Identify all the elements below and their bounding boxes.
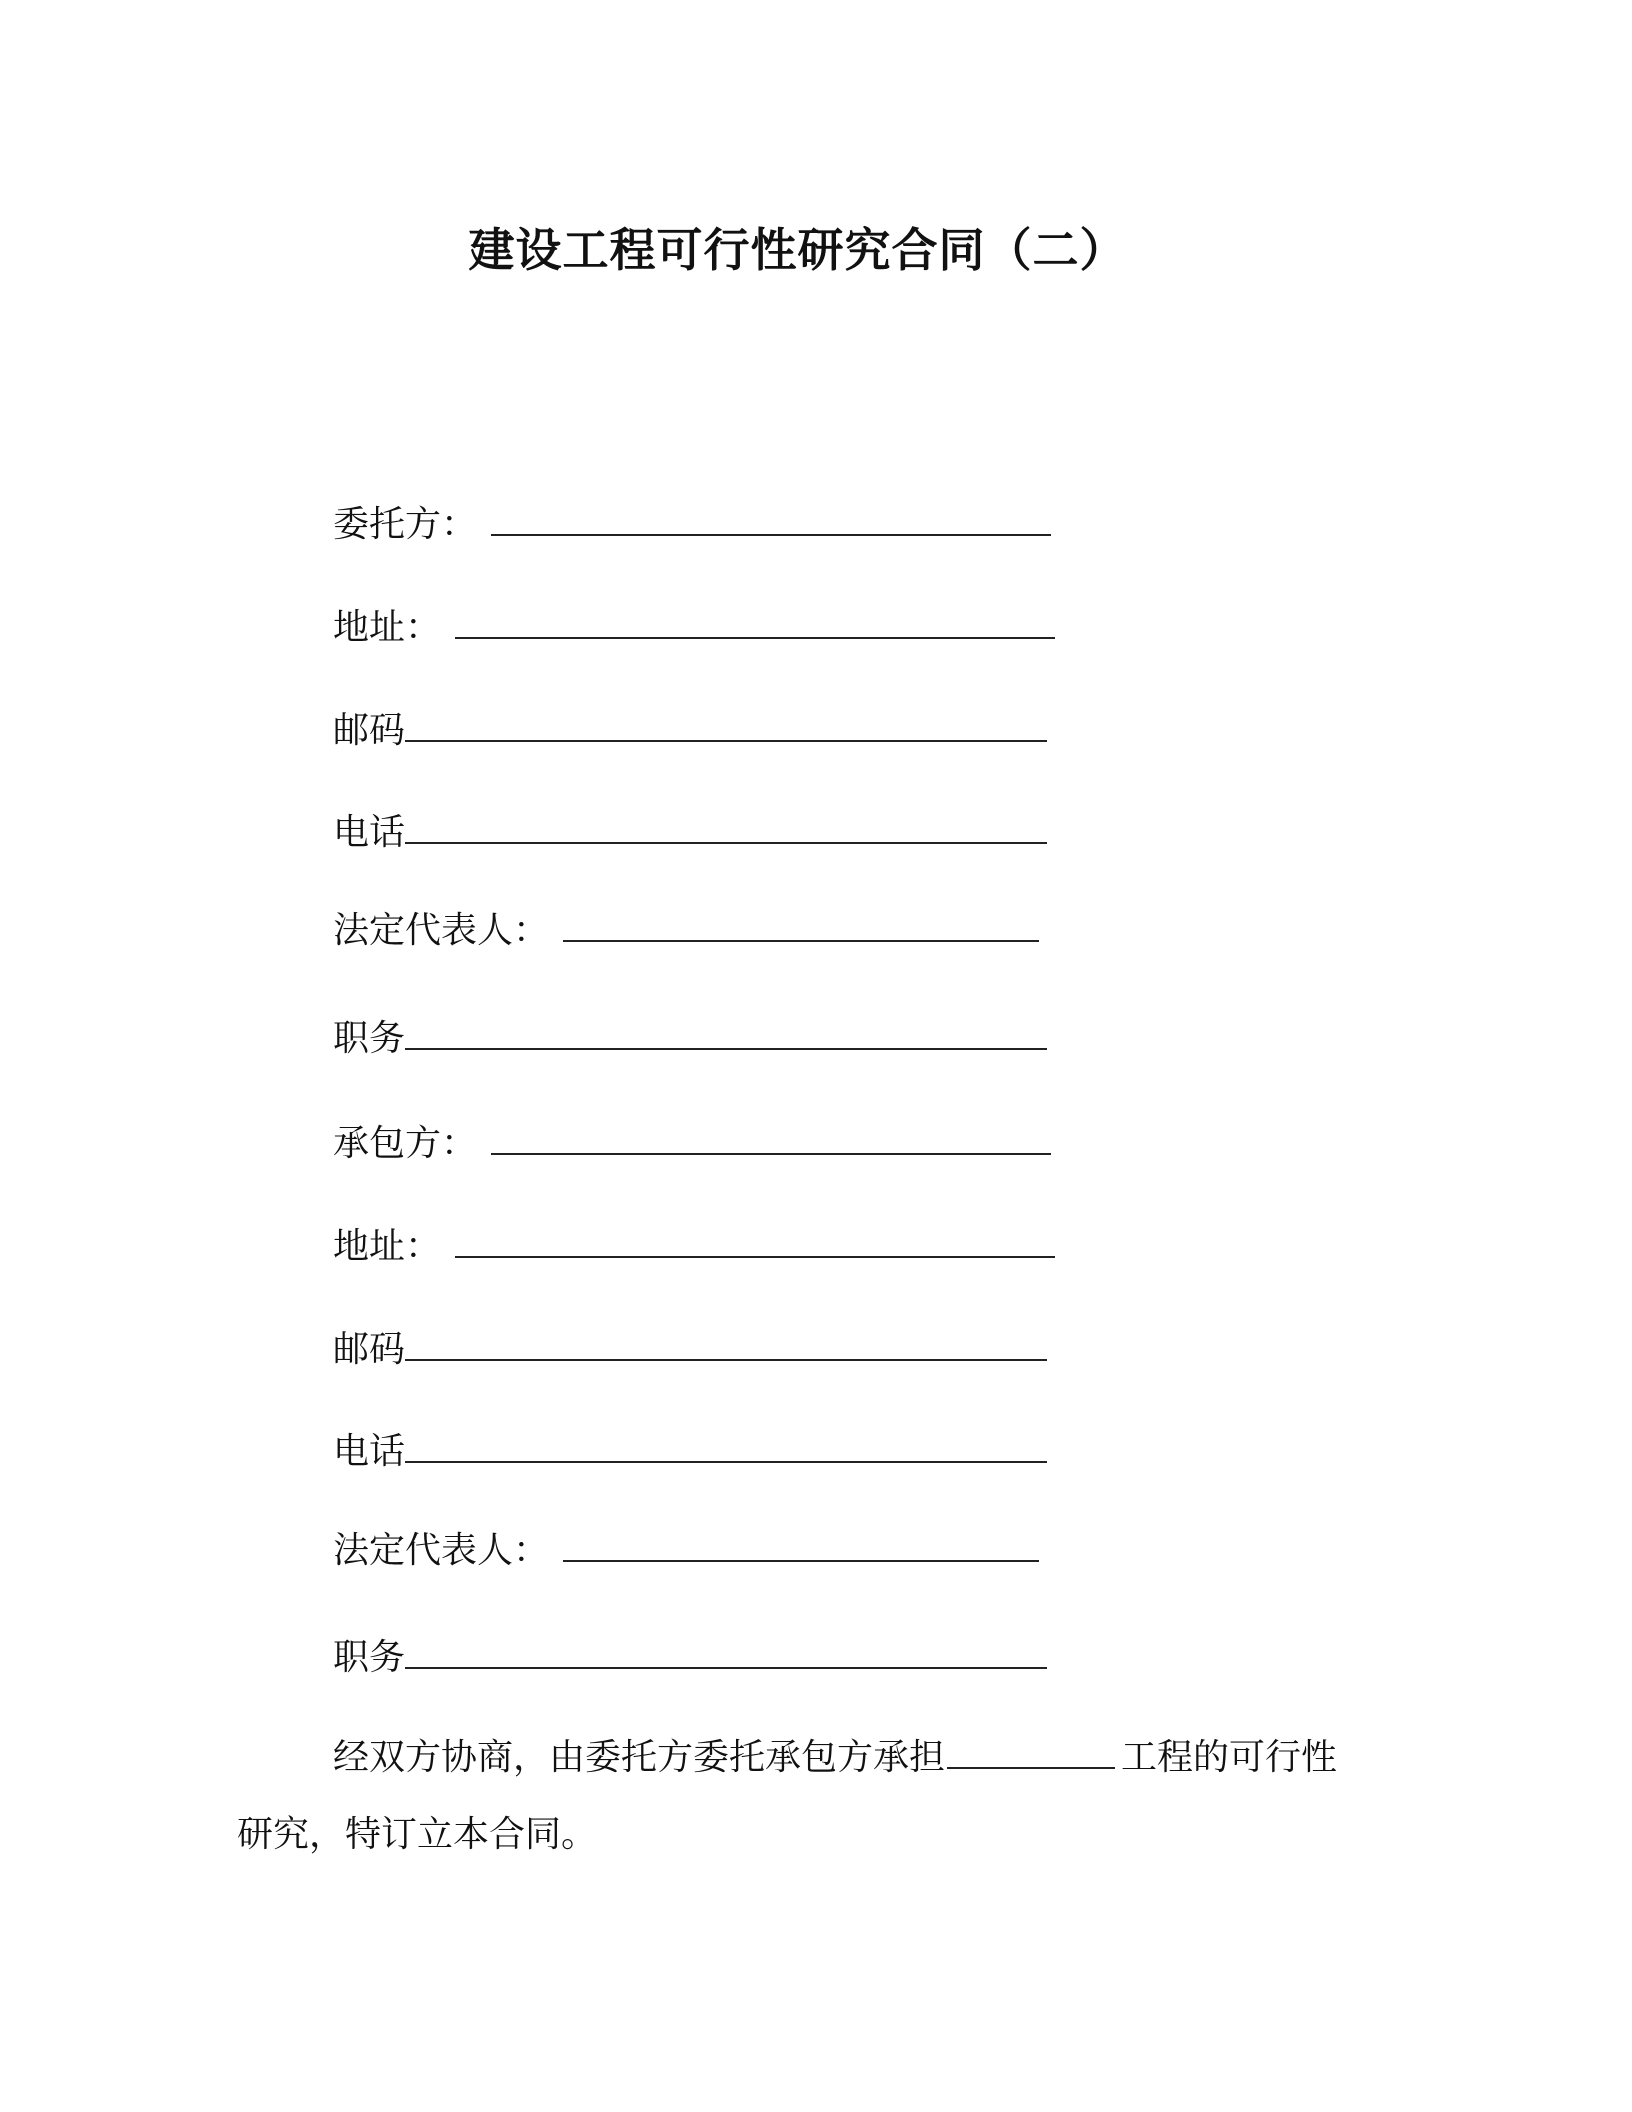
client-phone-blank[interactable]: [405, 812, 1047, 844]
client-address-blank[interactable]: [455, 607, 1055, 639]
client-postcode-label: 邮码: [333, 710, 406, 751]
contractor-legal-rep-label: 法定代表人：: [333, 1530, 550, 1571]
client-address-label: 地址：: [333, 607, 442, 648]
client-position-label: 职务: [333, 1018, 406, 1059]
contractor-phone-label: 电话: [333, 1431, 406, 1472]
contractor-party-label: 承包方：: [333, 1123, 478, 1164]
client-party-label: 委托方：: [333, 504, 478, 545]
intro-paragraph-line1: [333, 1733, 1337, 1783]
client-position-field: [333, 1014, 1047, 1064]
project-name-blank[interactable]: [947, 1737, 1115, 1769]
contractor-postcode-field: [333, 1325, 1047, 1375]
intro-text-part3: 研究，特订立本合同。: [237, 1814, 598, 1855]
client-phone-field: [333, 808, 1047, 858]
contractor-phone-blank[interactable]: [405, 1431, 1047, 1463]
document-title: 建设工程可行性研究合同（二）: [468, 223, 1127, 277]
client-legal-rep-label: 法定代表人：: [333, 910, 550, 951]
client-party-field: [333, 500, 1051, 550]
contractor-address-blank[interactable]: [455, 1226, 1055, 1258]
client-legal-rep-field: [333, 906, 1039, 956]
contractor-position-blank[interactable]: [405, 1637, 1047, 1669]
client-phone-label: 电话: [333, 812, 406, 853]
contractor-postcode-label: 邮码: [333, 1329, 406, 1370]
client-party-blank[interactable]: [491, 504, 1051, 536]
contractor-position-label: 职务: [333, 1637, 406, 1678]
intro-paragraph-line2: [237, 1810, 597, 1860]
contractor-position-field: [333, 1633, 1047, 1683]
contractor-phone-field: [333, 1427, 1047, 1477]
contractor-address-label: 地址：: [333, 1226, 442, 1267]
intro-text-part2: 工程的可行性: [1121, 1737, 1338, 1778]
contractor-party-blank[interactable]: [491, 1123, 1051, 1155]
contractor-legal-rep-blank[interactable]: [563, 1530, 1039, 1562]
client-legal-rep-blank[interactable]: [563, 910, 1039, 942]
contractor-legal-rep-field: [333, 1526, 1039, 1576]
client-postcode-field: [333, 706, 1047, 756]
client-address-field: [333, 603, 1055, 653]
contractor-address-field: [333, 1222, 1055, 1272]
client-postcode-blank[interactable]: [405, 710, 1047, 742]
contractor-postcode-blank[interactable]: [405, 1329, 1047, 1361]
client-position-blank[interactable]: [405, 1018, 1047, 1050]
contractor-party-field: [333, 1119, 1051, 1169]
intro-text-part1: 经双方协商，由委托方委托承包方承担: [333, 1737, 946, 1778]
